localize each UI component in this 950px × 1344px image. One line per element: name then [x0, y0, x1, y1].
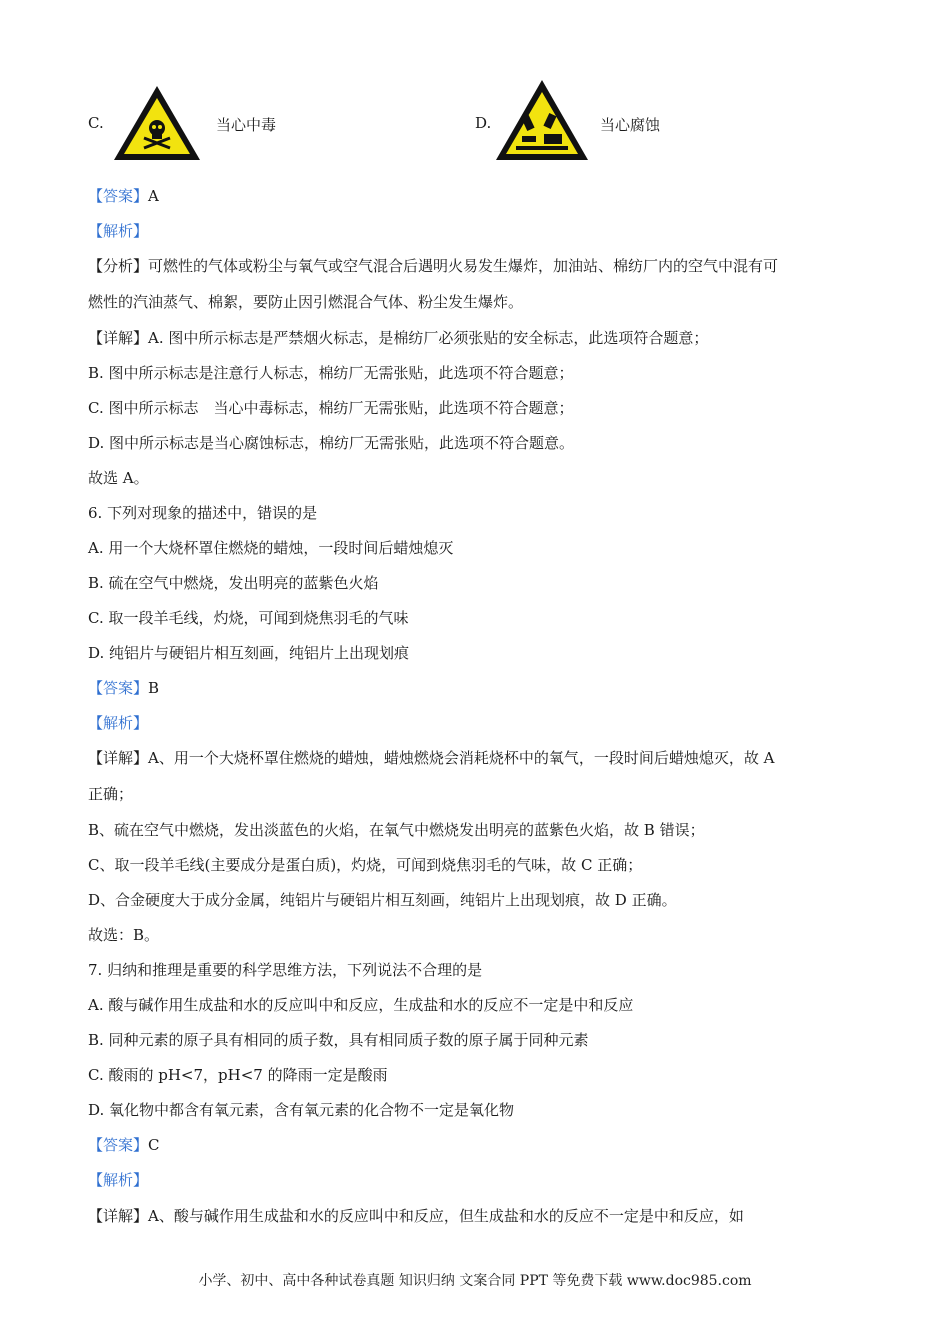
q6-xiangjie-b: B、硫在空气中燃烧，发出淡蓝色的火焰，在氧气中燃烧发出明亮的蓝紫色火焰，故 B 错误；	[88, 821, 705, 839]
q7-stem: 7. 归纳和推理是重要的科学思维方法，下列说法不合理的是	[88, 961, 483, 979]
q6-stem: 6. 下列对现象的描述中，错误的是	[88, 504, 318, 522]
q5-xiangjie-a: 【详解】A. 图中所示标志是严禁烟火标志，是棉纺厂必须张贴的安全标志，此选项符合题意；	[88, 329, 709, 347]
option-d-letter: D.	[475, 114, 492, 132]
answer-value: C	[148, 1136, 160, 1154]
q6-xiangjie-a2: 正确；	[88, 785, 134, 803]
q5-fenxi-line-2: 燃性的汽油蒸气、棉絮，要防止因引燃混合气体、粉尘发生爆炸。	[88, 293, 524, 311]
q6-xiangjie-d: D、合金硬度大于成分金属，纯铝片与硬铝片相互刻画，纯铝片上出现划痕，故 D 正确。	[88, 891, 677, 909]
page-footer: 小学、初中、高中各种试卷真题 知识归纳 文案合同 PPT 等免费下载 www.doc985.com	[198, 1273, 752, 1289]
q6-analysis-tag: 【解析】	[88, 714, 149, 732]
q7-option-d: D. 氧化物中都含有氧元素，含有氧元素的化合物不一定是氧化物	[88, 1101, 515, 1119]
q5-xiangjie-d: D. 图中所示标志是当心腐蚀标志，棉纺厂无需张贴，此选项不符合题意。	[88, 434, 575, 452]
q7-option-a: A. 酸与碱作用生成盐和水的反应叫中和反应，生成盐和水的反应不一定是中和反应	[88, 996, 634, 1014]
skull-crossbones-icon	[112, 84, 202, 162]
q5-xiangjie-b: B. 图中所示标志是注意行人标志，棉纺厂无需张贴，此选项不符合题意；	[88, 364, 574, 382]
q5-xiangjie-c: C. 图中所示标志 当心中毒标志，棉纺厂无需张贴，此选项不符合题意；	[88, 399, 574, 417]
q6-conclusion: 故选：B。	[88, 926, 160, 944]
q6-option-b: B. 硫在空气中燃烧，发出明亮的蓝紫色火焰	[88, 574, 379, 592]
q6-xiangjie-c: C、取一段羊毛线(主要成分是蛋白质)，灼烧，可闻到烧焦羽毛的气味，故 C 正确；	[88, 856, 643, 874]
q5-conclusion: 故选 A。	[88, 469, 149, 487]
option-c-letter: C.	[88, 114, 104, 132]
answer-value: B	[148, 679, 160, 697]
q7-option-c: C. 酸雨的 pH<7，pH<7 的降雨一定是酸雨	[88, 1066, 388, 1084]
q6-option-a: A. 用一个大烧杯罩住燃烧的蜡烛，一段时间后蜡烛熄灭	[88, 539, 454, 557]
q5-analysis-tag: 【解析】	[88, 222, 149, 240]
answer-value: A	[148, 187, 159, 205]
option-c-label: 当心中毒	[216, 116, 277, 134]
xiangjie-tag: 【详解】	[88, 329, 149, 347]
q5-fenxi-line-1: 【分析】可燃性的气体或粉尘与氧气或空气混合后遇明火易发生爆炸，加油站、棉纺厂内的空气中混有可	[88, 257, 779, 275]
option-d-label: 当心腐蚀	[600, 116, 661, 134]
q7-analysis-tag: 【解析】	[88, 1171, 149, 1189]
q7-option-b: B. 同种元素的原子具有相同的质子数，具有相同质子数的原子属于同种元素	[88, 1031, 589, 1049]
q5-answer-line	[88, 186, 159, 206]
q6-option-c: C. 取一段羊毛线，灼烧，可闻到烧焦羽毛的气味	[88, 609, 409, 627]
q6-xiangjie-a1: 【详解】A、用一个大烧杯罩住燃烧的蜡烛，蜡烛燃烧会消耗烧杯中的氧气，一段时间后蜡烛熄灭，故 A	[88, 749, 775, 767]
fenxi-tag: 【分析】	[88, 257, 149, 275]
q7-xiangjie-a: 【详解】A、酸与碱作用生成盐和水的反应叫中和反应，但生成盐和水的反应不一定是中和反应，如	[88, 1207, 744, 1225]
answer-tag: 【答案】	[88, 187, 149, 205]
q6-answer-line: 【答案】B	[88, 679, 160, 697]
q6-option-d: D. 纯铝片与硬铝片相互刻画，纯铝片上出现划痕	[88, 644, 410, 662]
q7-answer-line: 【答案】C	[88, 1136, 160, 1154]
corrosive-icon	[494, 78, 590, 162]
